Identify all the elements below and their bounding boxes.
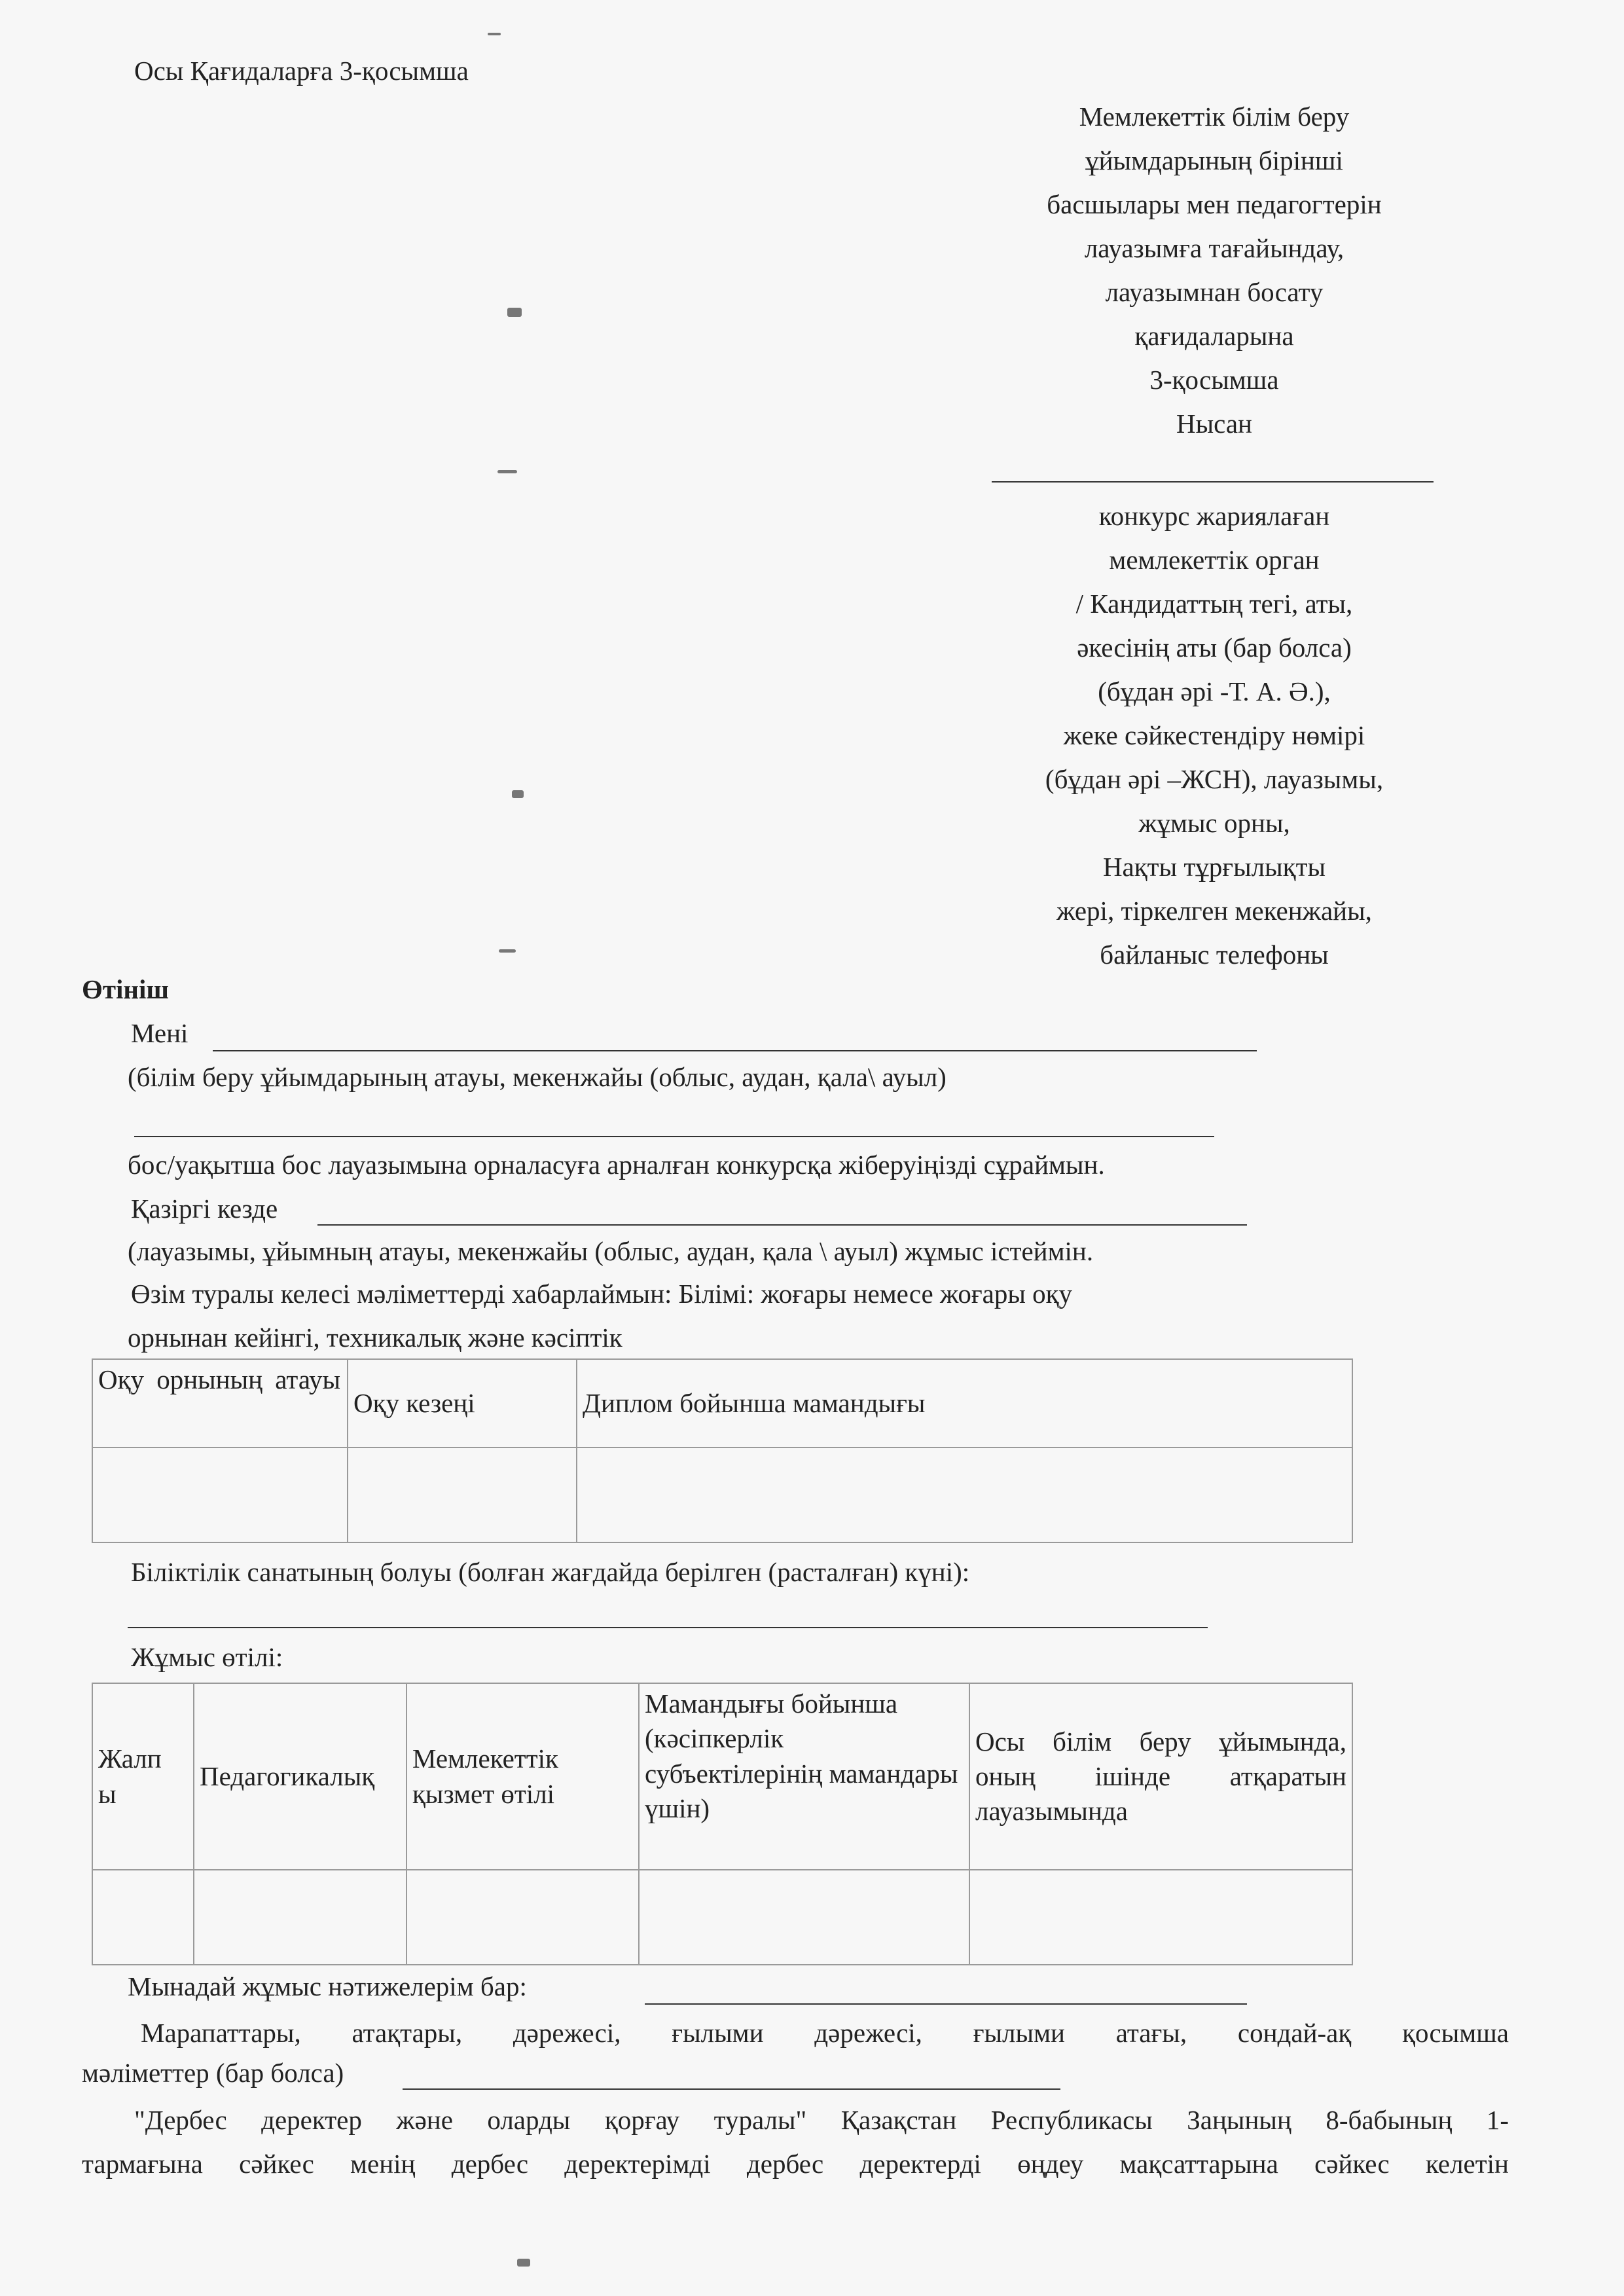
current-position-label: Қазіргі кезде — [131, 1194, 278, 1224]
experience-header-this-org: Осы білім беру ұйымында, оның ішінде атқаратын лауазымында — [969, 1683, 1352, 1870]
experience-header-civil-service: Мемлекеттік қызмет өтілі — [406, 1683, 639, 1870]
regulation-line: қағидаларына — [1134, 321, 1294, 351]
regulation-line: Мемлекеттік білім беру — [1079, 101, 1350, 132]
awards-blank[interactable] — [403, 2088, 1060, 2090]
education-header-period: Оқу кезеңі — [348, 1359, 577, 1448]
education-text-2: орнынан кейінгі, техникалық және кәсіптік — [128, 1322, 623, 1353]
current-position-blank[interactable] — [317, 1224, 1247, 1226]
scan-speck — [517, 2259, 530, 2267]
regulation-line: лауазымнан босату — [1105, 277, 1324, 307]
request-text: бос/уақытша бос лауазымына орналасуға арналған конкурсқа жіберуіңізді сұраймын. — [128, 1150, 1105, 1180]
address-line: Нақты тұрғылықты — [1102, 852, 1326, 882]
experience-cell-pedagogical[interactable] — [194, 1870, 406, 1965]
scan-speck — [499, 949, 516, 953]
education-text: Өзім туралы келесі мәліметтерді хабарлаймын: Білімі: жоғары немесе жоғары оқу — [131, 1279, 1073, 1309]
experience-cell-specialty[interactable] — [639, 1870, 969, 1965]
experience-label: Жұмыс өтілі: — [131, 1642, 283, 1672]
education-header-institution: Оқу орнының атауы — [92, 1359, 348, 1448]
education-cell-specialty[interactable] — [577, 1448, 1352, 1542]
scan-speck — [488, 33, 501, 35]
education-table — [92, 1358, 1353, 1543]
education-cell-institution[interactable] — [92, 1448, 348, 1542]
scan-speck — [512, 790, 524, 798]
me-label: Мені — [131, 1018, 189, 1048]
annex-note: Осы Қағидаларға 3-қосымша — [134, 56, 469, 86]
awards-text: Марапаттары, атақтары, дәрежесі, ғылыми дәрежесі, ғылыми атағы, сондай-ақ қосымша — [141, 2018, 1509, 2048]
scan-speck — [497, 470, 517, 473]
regulation-line: лауазымға тағайындау, — [1084, 233, 1344, 263]
regulation-line: ұйымдарының бірінші — [1085, 145, 1343, 175]
experience-header-pedagogical: Педагогикалық — [194, 1683, 406, 1870]
qualification-blank[interactable] — [128, 1627, 1208, 1628]
address-line: мемлекеттік орган — [1109, 545, 1320, 575]
awards-text-2: мәліметтер (бар болса) — [82, 2058, 344, 2088]
regulation-line: басшылары мен педагогтерін — [1047, 189, 1382, 219]
address-line: (бұдан әрі -Т. А. Ә.), — [1098, 676, 1331, 706]
experience-header-total: Жалпы — [92, 1683, 194, 1870]
experience-cell-civil-service[interactable] — [406, 1870, 639, 1965]
address-line: жеке сәйкестендіру нөмірі — [1063, 720, 1365, 750]
law-text: "Дербес деректер және оларды қорғау туралы" Қазақстан Республикасы Заңының 8-бабының 1- — [134, 2105, 1509, 2135]
experience-cell-total[interactable] — [92, 1870, 194, 1965]
current-position-hint: (лауазымы, ұйымның атауы, мекенжайы (облыс, аудан, қала \ ауыл) жұмыс істеймін. — [128, 1236, 1094, 1266]
experience-table — [92, 1683, 1353, 1965]
address-line: байланыс телефоны — [1100, 939, 1329, 970]
address-line: (бұдан әрі –ЖСН), лауазымы, — [1045, 764, 1384, 794]
results-label: Мынадай жұмыс нәтижелерім бар: — [128, 1971, 527, 2001]
address-line: әкесінің аты (бар болса) — [1077, 632, 1352, 663]
recipient-address-block — [965, 494, 1463, 977]
address-line: / Кандидаттың тегі, аты, — [1075, 589, 1353, 619]
law-text-2: тармағына сәйкес менің дербес деректерімді дербес деректерді өңдеу мақсаттарына сәйкес келетін — [82, 2149, 1509, 2179]
address-line: жұмыс орны, — [1138, 808, 1290, 838]
results-blank[interactable] — [645, 2003, 1247, 2005]
organization-hint: (білім беру ұйымдарының атауы, мекенжайы (облыс, аудан, қала\ ауыл) — [128, 1062, 947, 1092]
experience-cell-this-org[interactable] — [969, 1870, 1352, 1965]
experience-header-specialty: Мамандығы бойынша (кәсіпкерлік субъектілерінің мамандары үшін) — [639, 1683, 969, 1870]
organization-blank[interactable] — [213, 1050, 1257, 1051]
regulation-line: 3-қосымша — [1149, 365, 1279, 395]
education-cell-period[interactable] — [348, 1448, 577, 1542]
scan-speck — [507, 308, 522, 317]
form-label: Нысан — [1176, 409, 1252, 439]
address-line: жері, тіркелген мекенжайы, — [1056, 896, 1372, 926]
regulation-reference — [965, 95, 1463, 446]
organization-blank-2[interactable] — [134, 1136, 1214, 1137]
address-line: конкурс жариялаған — [1098, 501, 1330, 531]
recipient-blank-line — [992, 481, 1434, 483]
qualification-label: Біліктілік санатының болуы (болған жағдайда берілген (расталған) күні): — [131, 1557, 970, 1587]
form-title: Өтініш — [82, 974, 170, 1004]
education-header-specialty: Диплом бойынша мамандығы — [577, 1359, 1352, 1448]
